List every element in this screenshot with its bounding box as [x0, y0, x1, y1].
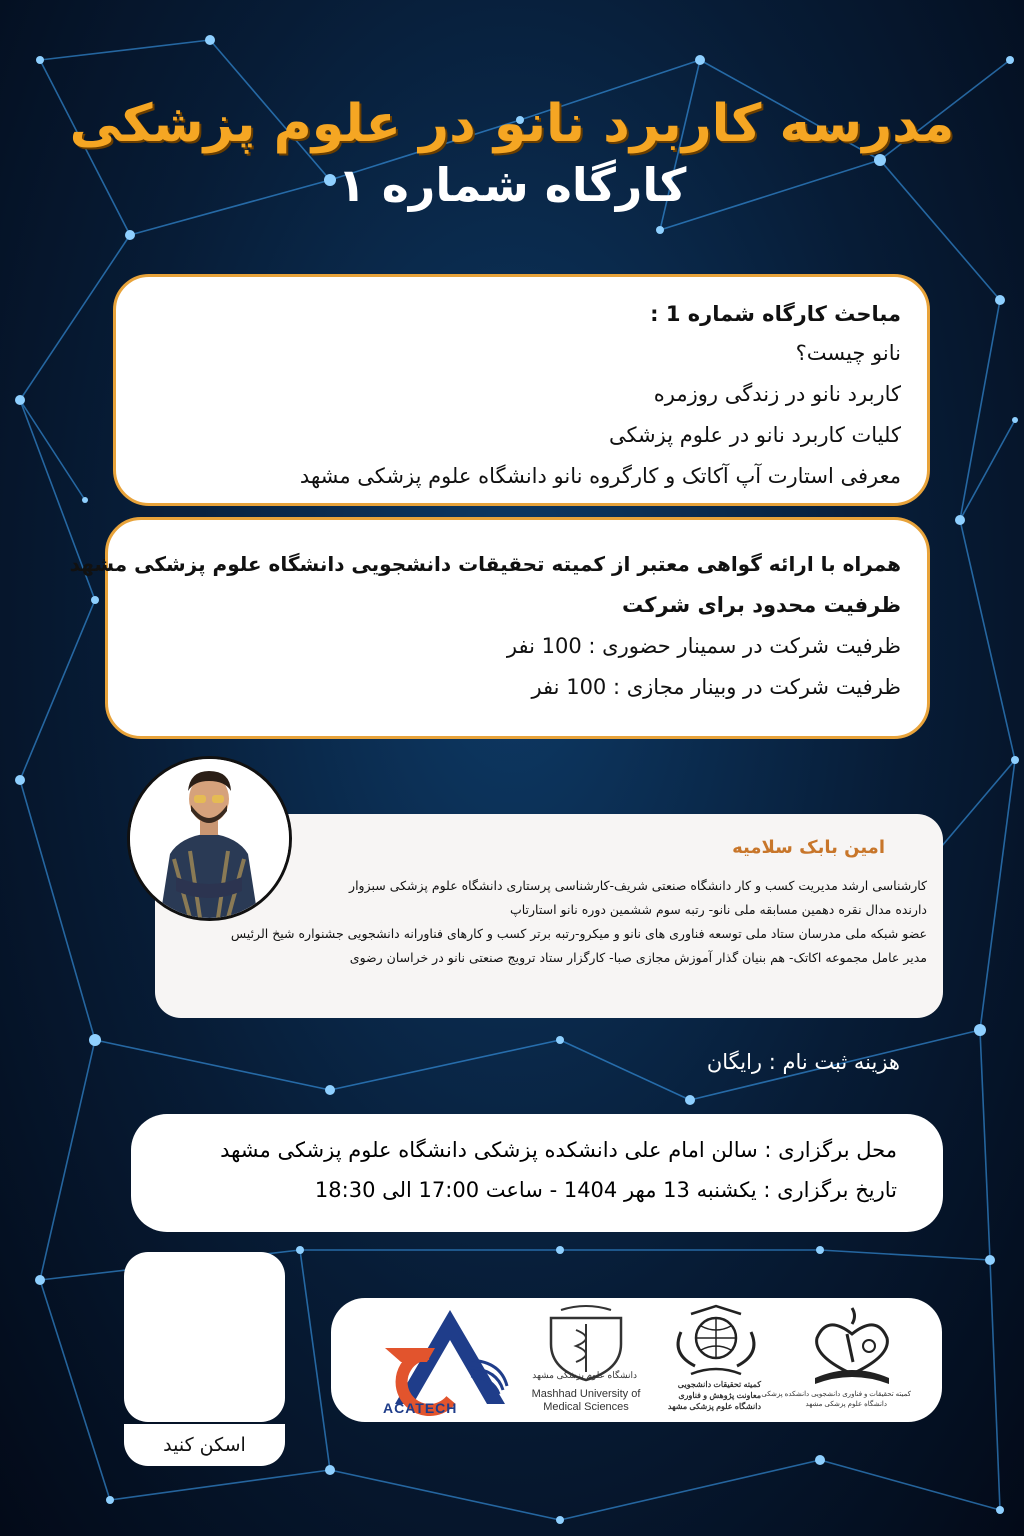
topic-item: کلیات کاربرد نانو در علوم پزشکی: [608, 423, 901, 447]
topic-item: کاربرد نانو در زندگی روزمره: [653, 382, 901, 406]
speaker-bio-line: دارنده مدال نقره دهمین مسابقه ملی نانو- رتبه سوم ششمین دوره نانو استارتاپ: [509, 902, 927, 917]
registration-fee: هزینه ثبت نام : رایگان: [706, 1050, 900, 1074]
tech-committee-logo: [761, 1304, 917, 1416]
topics-heading: مباحث کارگاه شماره 1 :: [650, 302, 901, 326]
acatech-logo: [375, 1304, 525, 1416]
scan-label: اسکن کنید: [124, 1424, 285, 1466]
speaker-avatar: [127, 756, 292, 921]
src-caption-3: دانشگاه علوم پزشکی مشهد: [667, 1402, 761, 1411]
mums-caption-en1: Mashhad University of: [531, 1388, 641, 1400]
speaker-bio-line: کارشناسی ارشد مدیریت کسب و کار دانشگاه صنعتی شریف-کارشناسی پرستاری دانشگاه علوم پزشکی سبزوار: [349, 878, 927, 893]
speaker-photo-icon: [130, 759, 289, 918]
speaker-name: امین بابک سلامیه: [732, 837, 885, 858]
speaker-bio-line: مدیر عامل مجموعه اکاتک- هم بنیان گذار آموزش مجازی صبا- کارگزار ستاد ترویج صنعتی نانو در خراسان رضوی: [349, 950, 927, 965]
tech-committee-caption-1: کمیته تحقیقات و فناوری دانشجویی دانشکده پزشکی: [761, 1391, 911, 1398]
src-emblem-icon: [661, 1304, 771, 1380]
speaker-bio-line: عضو شبکه ملی مدرسان ستاد ملی توسعه فناوری های نانو و میکرو-رتبه برتر کسب و کارهای فناورانه دانشجویی جشنواره شیخ الرئیس: [230, 926, 927, 941]
certificate-card: [69, 517, 930, 739]
capacity-limited-text: ظرفیت محدود برای شرکت: [622, 593, 901, 617]
topic-item: نانو چیست؟: [795, 341, 901, 365]
mums-caption-fa: دانشگاه علوم پزشکی مشهد: [532, 1370, 637, 1380]
logos-bar: [331, 1298, 942, 1422]
tech-committee-caption-2: دانشگاه علوم پزشکی مشهد: [805, 1401, 887, 1408]
src-logo: [661, 1304, 771, 1416]
topic-item: معرفی استارت آپ آکاتک و کارگروه نانو دانشگاه علوم پزشکی مشهد: [299, 464, 901, 488]
src-caption-1: کمیته تحقیقات دانشجویی: [677, 1380, 761, 1389]
acatech-caption: ACATECH: [383, 1400, 458, 1416]
capacity-online: ظرفیت شرکت در وبینار مجازی : 100 نفر: [531, 675, 901, 699]
src-caption-2: معاونت پژوهش و فناوری: [678, 1391, 761, 1400]
qr-code-placeholder[interactable]: [124, 1252, 285, 1422]
page-subtitle: کارگاه شماره ۱: [337, 158, 687, 212]
mums-caption-en2: Medical Sciences: [543, 1401, 629, 1413]
page-title: مدرسه کاربرد نانو در علوم پزشکی: [69, 94, 955, 154]
venue-location: محل برگزاری : سالن امام علی دانشکده پزشکی دانشگاه علوم پزشکی مشهد: [220, 1138, 897, 1162]
certificate-text: همراه با ارائه گواهی معتبر از کمیته تحقیقات دانشجویی دانشگاه علوم پزشکی مشهد: [69, 552, 901, 576]
mums-logo: [521, 1304, 651, 1416]
tech-committee-icon: [787, 1304, 917, 1388]
venue-datetime: تاریخ برگزاری : یکشنبه 13 مهر 1404 - ساعت 17:00 الی 18:30: [314, 1178, 897, 1202]
capacity-inperson: ظرفیت شرکت در سمینار حضوری : 100 نفر: [506, 634, 901, 658]
venue-card: [131, 1114, 943, 1232]
topics-card: [113, 274, 930, 506]
